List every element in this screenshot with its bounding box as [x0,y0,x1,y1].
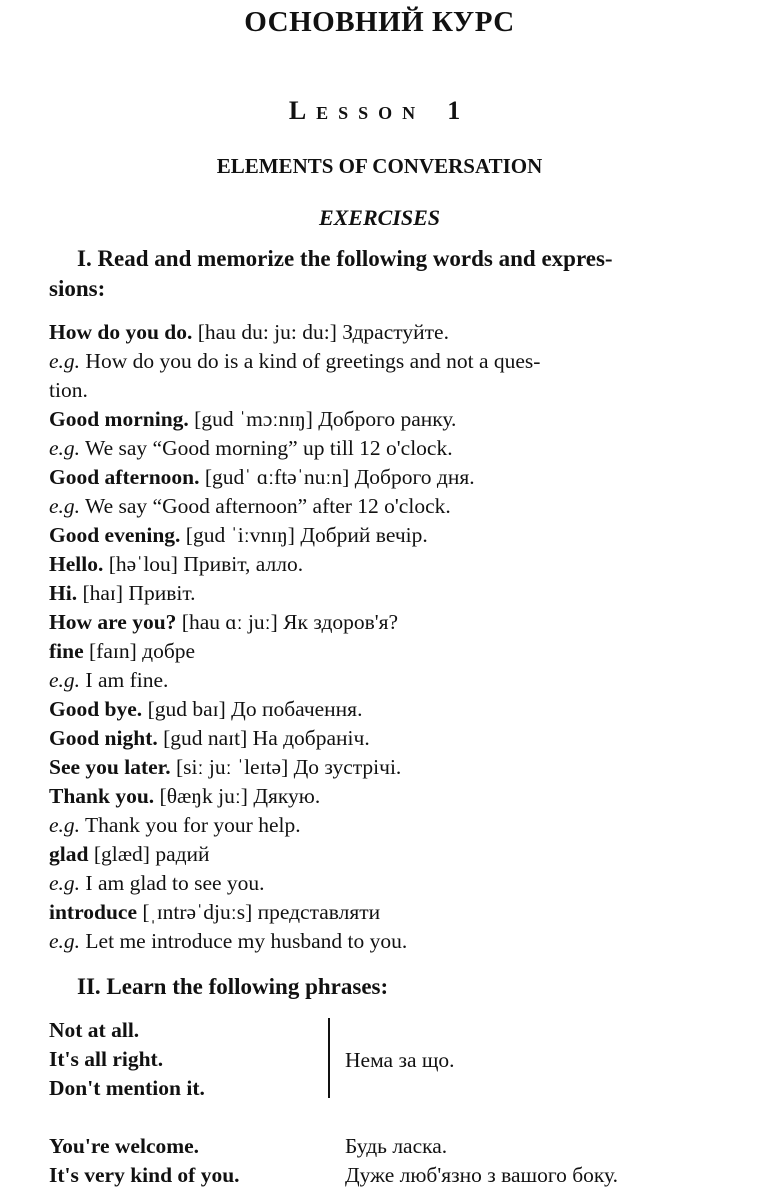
vocab-line [49,840,210,868]
phrase-all-right: It's all right. [49,1047,164,1071]
vocab-term: fine [49,639,84,663]
vocab-line [49,927,407,955]
vocab-line [49,637,195,665]
phrase-kind-of-you: It's very kind of you. [49,1163,240,1187]
vocab-line [49,405,456,433]
vocab-line [49,463,475,491]
vocab-line [49,579,195,607]
vocab-term: How are you? [49,610,177,634]
grouping-bracket [328,1018,330,1098]
example-prefix: e.g. [49,813,81,837]
vocab-term: introduce [49,900,137,924]
vocab-line [49,695,362,723]
vocab-term: Good afternoon. [49,465,200,489]
vocab-text: Let me introduce my husband to you. [80,929,408,953]
subsection-title: EXERCISES [318,205,441,230]
vocab-text: [gudˈ ɑːftəˈnuːn] Доброго дня. [199,465,475,489]
vocab-text: I am fine. [80,668,169,692]
vocab-term: Good morning. [49,407,189,431]
vocab-term: Thank you. [49,784,155,808]
vocab-text: [haɪ] Привіт. [77,581,196,605]
vocab-line [49,550,303,578]
vocab-text: [hau du: ju: du:] Здрастуйте. [192,320,449,344]
vocab-text: We say “Good morning” up till 12 o'clock. [80,436,453,460]
vocab-text: tion. [49,378,88,402]
vocab-line [49,347,540,375]
example-prefix: e.g. [49,436,81,460]
vocab-line [49,376,88,404]
page-title: ОСНОВНИЙ КУРС [244,6,515,38]
lesson-heading [0,96,759,126]
vocab-line [49,782,320,810]
example-prefix: e.g. [49,349,81,373]
vocab-text: We say “Good afternoon” after 12 o'clock. [80,494,451,518]
group-translation: Нема за що. [345,1048,455,1072]
vocab-text: [faɪn] добре [83,639,196,663]
vocab-text: I am glad to see you. [80,871,265,895]
vocab-line [49,811,301,839]
example-prefix: e.g. [49,494,81,518]
vocab-line [49,434,453,462]
example-prefix: e.g. [49,929,81,953]
vocab-text: [ˌɪntrəˈdjuːs] представляти [137,900,381,924]
lesson-number: 1 [447,96,471,125]
vocab-line [49,318,449,346]
vocab-term: glad [49,842,89,866]
vocab-text: [gud baɪ] До побачення. [142,697,363,721]
vocab-line [49,753,401,781]
example-prefix: e.g. [49,668,81,692]
exercise1-heading-line1: I. Read and memorize the following words and expres- [77,246,613,271]
vocab-term: Good bye. [49,697,143,721]
vocab-line [49,608,398,636]
example-prefix: e.g. [49,871,81,895]
vocab-text: [gud ˈiːvnɪŋ] Добрий вечір. [180,523,428,547]
exercise1-heading-line2: sions: [49,276,106,301]
vocab-line [49,666,168,694]
vocab-text: Thank you for your help. [80,813,301,837]
vocab-text: [θæŋk juː] Дякую. [154,784,321,808]
vocab-text: How do you do is a kind of greetings and not a ques- [80,349,541,373]
vocab-line [49,521,428,549]
translation-kind-of-you: Дуже люб'язно з вашого боку. [345,1163,619,1187]
vocab-term: Good night. [49,726,158,750]
section-title: ELEMENTS OF CONVERSATION [216,154,543,178]
phrase-youre-welcome: You're welcome. [49,1134,200,1158]
lesson-word: Lesson [288,96,426,125]
vocab-text: [hau ɑː juː] Як здоров'я? [176,610,399,634]
vocab-term: Hi. [49,581,78,605]
vocab-term: Good evening. [49,523,181,547]
vocab-line [49,898,380,926]
vocab-text: [gud naɪt] На добраніч. [157,726,370,750]
vocab-term: How do you do. [49,320,193,344]
vocab-line [49,869,265,897]
vocab-text: [siː juː ˈleɪtə] До зустрічі. [170,755,402,779]
vocab-line [49,492,451,520]
vocab-term: See you later. [49,755,171,779]
vocab-text: [gud ˈmɔːnɪŋ] Доброго ранку. [188,407,457,431]
vocab-term: Hello. [49,552,104,576]
translation-youre-welcome: Будь ласка. [345,1134,448,1158]
exercise2-heading: II. Learn the following phrases: [77,974,389,999]
phrase-dont-mention: Don't mention it. [49,1076,205,1100]
vocab-line [49,724,370,752]
phrase-not-at-all: Not at all. [49,1018,140,1042]
vocab-text: [glæd] радий [88,842,210,866]
vocab-text: [həˈlou] Привіт, алло. [103,552,304,576]
